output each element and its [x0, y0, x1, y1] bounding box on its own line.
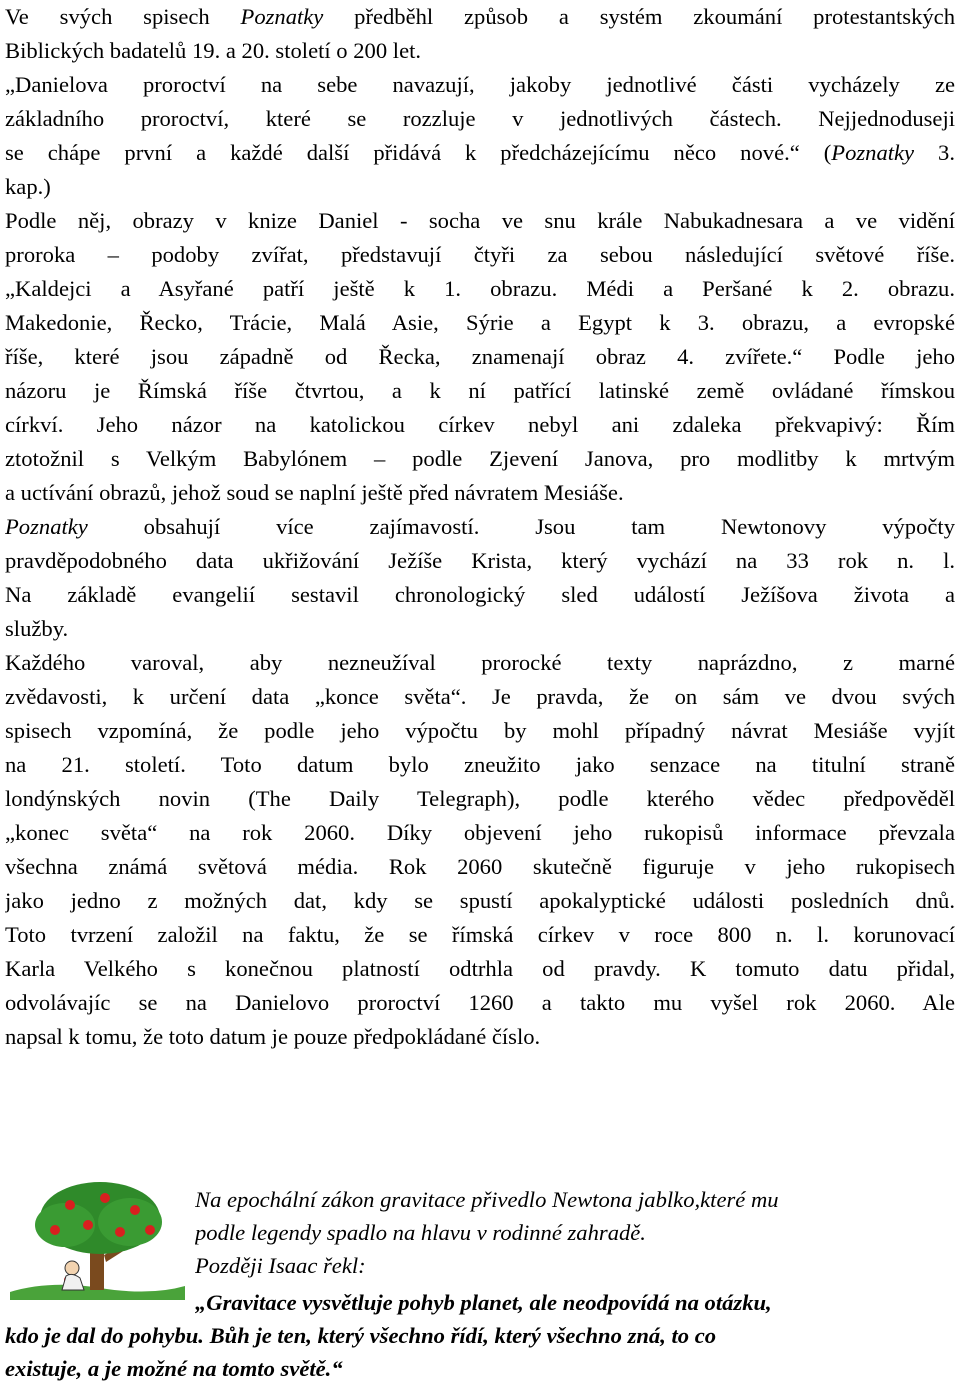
newton-apple-tree-illustration: [10, 1180, 185, 1300]
text-line: odvolávajíc se na Danielovo proroctví 1260 a takto mu vyšel rok 2060. Ale: [5, 990, 955, 1015]
text-line: spisech vzpomíná, že podle jeho výpočtu by mohl případný návrat Mesiáše vyjít: [5, 718, 955, 743]
text-line: a uctívání obrazů, jehož soud se naplní ještě před návratem Mesiáše.: [5, 480, 624, 505]
text-line: Makedonie, Řecko, Trácie, Malá Asie, Sýrie a Egypt k 3. obrazu, a evropské: [5, 310, 955, 335]
text-line: „konec světa“ na rok 2060. Díky objevení jeho rukopisů informace převzala: [5, 820, 955, 845]
text-segment: předběhl způsob a systém zkoumání protestantských: [323, 4, 955, 29]
caption-line-1: Na epochální zákon gravitace přivedlo Newtona jablko,které mu: [195, 1187, 779, 1212]
text-line: [5, 136, 955, 170]
quote-line-3: existuje, a je možné na tomto světě.“: [5, 1356, 343, 1381]
text-line: Biblických badatelů 19. a 20. století o 200 let.: [5, 38, 422, 63]
caption-line-2: podle legendy spadlo na hlavu v rodinné zahradě.: [195, 1220, 646, 1245]
text-line: kap.): [5, 174, 51, 199]
text-line: ztotožnil s Velkým Babylónem – podle Zjevení Janova, pro modlitby k mrtvým: [5, 446, 955, 471]
text-line: říše, které jsou západně od Řecka, znamenají obraz 4. zvířete.“ Podle jeho: [5, 344, 955, 369]
text-segment: 3.: [914, 140, 955, 165]
text-line: církví. Jeho názor na katolickou církev nebyl ani zdaleka překvapivý: Řím: [5, 412, 955, 437]
quote-line-1: „Gravitace vysvětluje pohyb planet, ale neodpovídá na otázku,: [195, 1290, 772, 1315]
text-segment: Poznatky: [240, 4, 324, 29]
text-line: služby.: [5, 616, 69, 641]
quote-line-2: kdo je dal do pohybu. Bůh je ten, který všechno řídí, který všechno zná, to co: [5, 1323, 717, 1348]
text-line: „Kaldejci a Asyřané patří ještě k 1. obrazu. Médi a Peršané k 2. obrazu.: [5, 276, 955, 301]
text-line: Toto tvrzení založil na faktu, že se římská církev v roce 800 n. l. korunovací: [5, 922, 955, 947]
text-line: Podle něj, obrazy v knize Daniel - socha ve snu krále Nabukadnesara a ve vidění: [5, 208, 955, 233]
text-segment: Poznatky: [831, 140, 915, 165]
text-line: londýnských novin (The Daily Telegraph), podle kterého vědec předpověděl: [5, 786, 955, 811]
text-line: napsal k tomu, že toto datum je pouze předpokládané číslo.: [5, 1024, 541, 1049]
text-line: Na základě evangelií sestavil chronologický sled událostí Ježíšova života a: [5, 582, 955, 607]
text-line: názoru je Římská říše čtvrtou, a k ní patřící latinské země ovládané římskou: [5, 378, 955, 403]
text-segment: Ve svých spisech: [5, 4, 241, 29]
newton-figure: [62, 1261, 84, 1290]
text-line: Každého varoval, aby nezneužíval prorocké texty naprázdno, z marné: [5, 650, 955, 675]
text-line: základního proroctví, které se rozzluje v jednotlivých částech. Nejjednoduseji: [5, 106, 955, 131]
text-line: Karla Velkého s konečnou platností odtrhla od pravdy. K tomuto datu přidal,: [5, 956, 955, 981]
text-segment: obsahují více zajímavostí. Jsou tam Newtonovy výpočty: [87, 514, 955, 539]
text-segment: Poznatky: [5, 514, 88, 539]
caption-line-3: Později Isaac řekl:: [195, 1253, 366, 1278]
text-line: pravděpodobného data ukřižování Ježíše Krista, který vychází na 33 rok n. l.: [5, 548, 955, 573]
text-line: [5, 510, 955, 544]
text-line: proroka – podoby zvířat, představují čtyři za sebou následující světové říše.: [5, 242, 955, 267]
text-line: na 21. století. Toto datum bylo zneužito jako senzace na titulní straně: [5, 752, 955, 777]
text-line: zvědavosti, k určení data „konce světa“. Je pravda, že on sám ve dvou svých: [5, 684, 955, 709]
text-line: jako jedno z možných dat, kdy se spustí apokalyptické události posledních dnů.: [5, 888, 955, 913]
text-line: „Danielova proroctví na sebe navazují, jakoby jednotlivé části vycházely ze: [5, 72, 955, 97]
text-line: [5, 0, 955, 34]
text-line: všechna známá světová média. Rok 2060 skutečně figuruje v jeho rukopisech: [5, 854, 955, 879]
text-segment: se chápe první a každé další přidává k předcházejícímu něco nové.“ (: [5, 140, 832, 165]
